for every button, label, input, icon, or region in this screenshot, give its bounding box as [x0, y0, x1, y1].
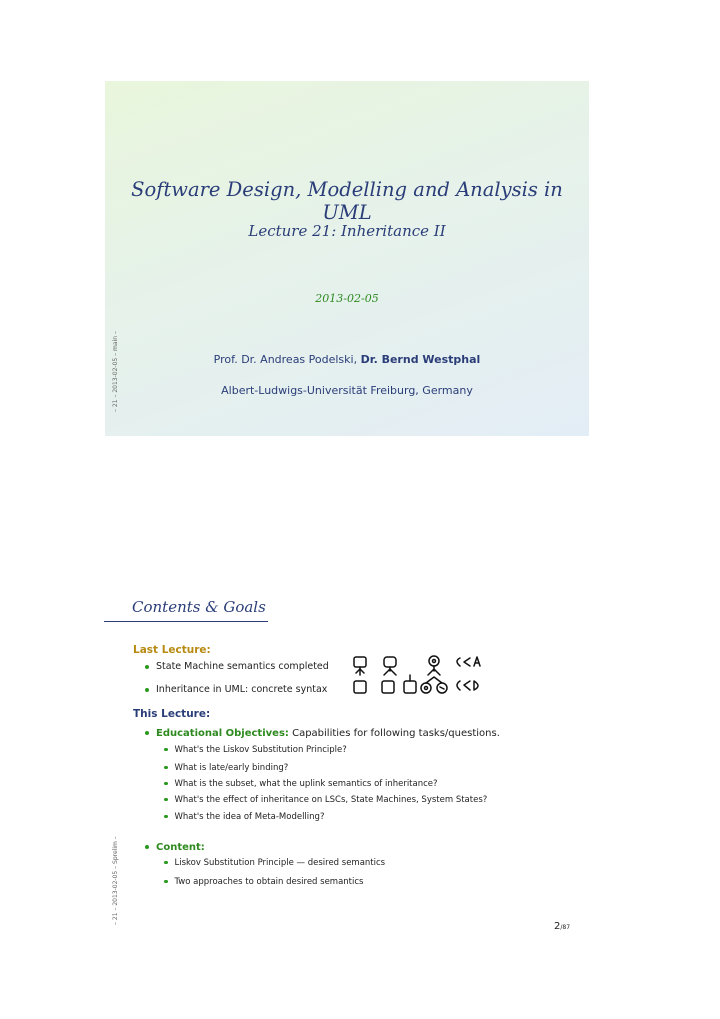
bullet-icon — [164, 782, 168, 786]
list-item: Content: — [145, 842, 205, 853]
lecture-date: 2013-02-05 — [315, 292, 379, 305]
list-item: Educational Objectives: Capabilities for following tasks/questions. — [145, 728, 500, 739]
lecture-title: Software Design, Modelling and Analysis in UML — [131, 178, 563, 224]
bullet-icon — [164, 861, 168, 865]
bullet-icon — [145, 665, 149, 669]
heading-underline — [104, 621, 268, 622]
page-number: 2/87 — [554, 921, 571, 932]
list-item: What's the Liskov Substitution Principle? — [164, 745, 347, 755]
bullet-icon — [164, 815, 168, 819]
list-item: State Machine semantics completed — [145, 661, 329, 672]
list-item: Liskov Substitution Principle — desired semantics — [164, 858, 385, 868]
list-item: What is the subset, what the uplink semantics of inheritance? — [164, 779, 438, 789]
list-item: Two approaches to obtain desired semantics — [164, 877, 363, 887]
last-lecture-label: Last Lecture: — [133, 644, 211, 656]
list-item: What is late/early binding? — [164, 763, 288, 773]
affiliation: Albert-Ludwigs-Universität Freiburg, Germany — [221, 384, 473, 397]
page-total: /87 — [560, 924, 571, 931]
slide2-side-label: – 21 – 2013-02-05 – Sprelim – — [112, 836, 119, 925]
bullet-icon — [164, 766, 168, 770]
contents-goals-heading: Contents & Goals — [132, 598, 266, 616]
bullet-icon — [145, 845, 149, 849]
authors-prefix: Prof. Dr. Andreas Podelski, — [213, 353, 361, 366]
bullet-icon — [145, 688, 149, 692]
slide1-side-label: – 21 – 2013-02-05 – main – — [112, 331, 119, 412]
hand-drawn-sketch-icon — [352, 655, 492, 697]
bullet-icon — [145, 731, 149, 735]
bullet-icon — [164, 748, 168, 752]
authors — [105, 353, 589, 366]
authors-bold: Dr. Bernd Westphal — [360, 353, 481, 366]
lecture-subtitle: Lecture 21: Inheritance II — [248, 222, 446, 240]
list-item: What's the effect of inheritance on LSCs, State Machines, System States? — [164, 795, 487, 805]
bullet-icon — [164, 880, 168, 884]
bullet-icon — [164, 798, 168, 802]
list-item: What's the idea of Meta-Modelling? — [164, 812, 324, 822]
title-slide — [105, 81, 589, 436]
list-item: Inheritance in UML: concrete syntax — [145, 684, 327, 695]
this-lecture-label: This Lecture: — [133, 708, 211, 720]
